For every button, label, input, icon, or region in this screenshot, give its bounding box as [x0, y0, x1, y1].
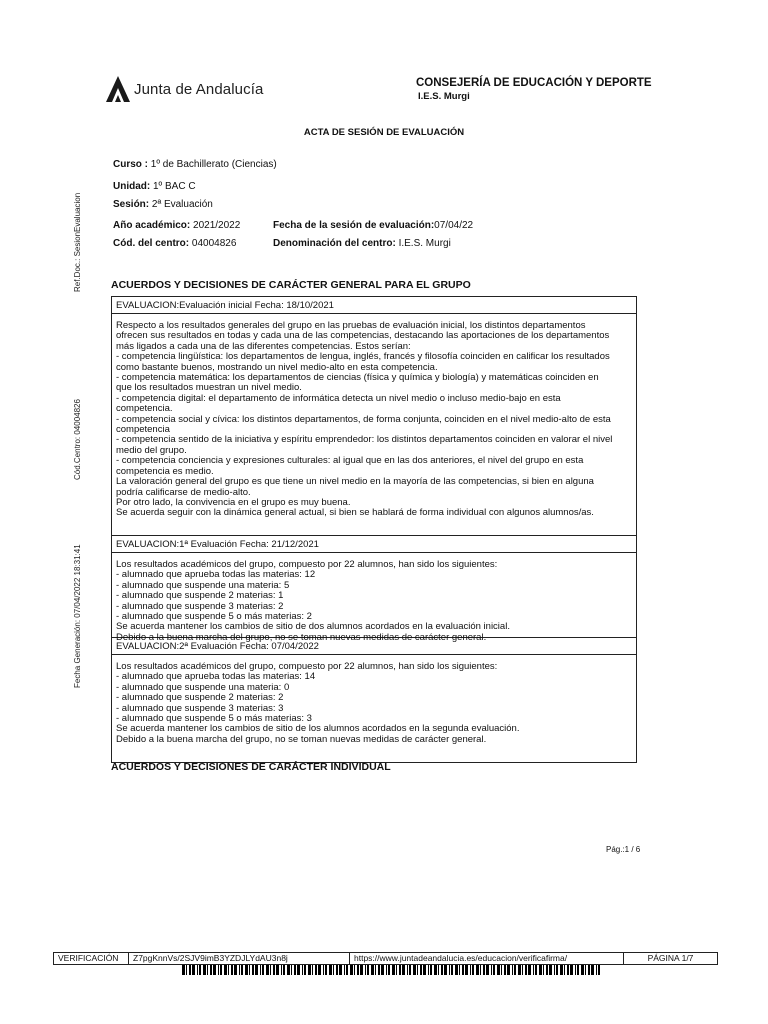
- fecha-sesion-label: Fecha de la sesión de evaluación:: [273, 220, 435, 231]
- evaluacion-line: Los resultados académicos del grupo, compuesto por 22 alumnos, han sido los siguientes:: [116, 560, 498, 570]
- evaluacion-line: medio del grupo.: [116, 445, 187, 456]
- page-title: ACTA DE SESIÓN DE EVALUACIÓN: [303, 127, 465, 138]
- logo-text: Junta de Andalucía: [134, 80, 264, 98]
- unidad-value: 1º BAC C: [153, 181, 196, 192]
- evaluacion-header: EVALUACION:2ª Evaluación Fecha: 07/04/2022: [112, 638, 636, 655]
- side-cod-centro: Cód.Centro: 04004826: [73, 399, 82, 480]
- verificacion-url[interactable]: https://www.juntadeandalucia.es/educacion/verificafirma/: [350, 953, 624, 965]
- evaluacion-line: competencia es medio.: [116, 466, 214, 477]
- evaluacion-line: Se acuerda seguir con la dinámica general actual, si bien se hablará de forma individual con algunos alumnos/as.: [116, 508, 594, 519]
- evaluacion-line: Los resultados académicos del grupo, compuesto por 22 alumnos, han sido los siguientes:: [116, 662, 498, 672]
- denominacion-field: [273, 238, 451, 249]
- evaluacion-line: Respecto a los resultados generales del grupo en las pruebas de evaluación inicial, los distintos departamentos: [116, 321, 586, 331]
- curso-field: [113, 159, 277, 170]
- evaluacion-line: - competencia social y cívica: los distintos departamentos, de forma conjunta, coinciden en el nivel medio-alto de esta: [116, 414, 611, 425]
- fecha-sesion-value: 07/04/22: [434, 220, 474, 231]
- evaluacion-line: podría calificarse de medio-alto.: [116, 487, 251, 498]
- cod-centro-value: 04004826: [191, 238, 237, 249]
- evaluacion-line: - alumnado que suspende una materia: 0: [116, 682, 290, 693]
- verificacion-pagina: PÁGINA 1/7: [624, 953, 718, 965]
- junta-andalucia-logo-icon: [106, 76, 130, 102]
- anio-value: 2021/2022: [193, 220, 241, 231]
- side-ref-doc: Ref.Doc.: SesionEvaluacion: [73, 192, 82, 292]
- evaluacion-line: Se acuerda mantener los cambios de sitio de dos alumnos acordados en la evaluación inicial.: [116, 622, 510, 633]
- evaluacion-line: - alumnado que suspende 3 materias: 3: [116, 703, 284, 714]
- fecha-sesion-field: [273, 220, 473, 231]
- denominacion-label: Denominación del centro:: [273, 238, 396, 249]
- section-individual-title: ACUERDOS Y DECISIONES DE CARÁCTER INDIVIDUAL: [111, 761, 391, 773]
- unidad-field: [113, 181, 196, 192]
- evaluacion-line: - alumnado que suspende 2 materias: 2: [116, 693, 284, 704]
- evaluacion-line: más ligados a cada una de las diferentes competencias. Estos serían:: [116, 341, 411, 352]
- section-general-title: ACUERDOS Y DECISIONES DE CARÁCTER GENERAL PARA EL GRUPO: [111, 279, 471, 291]
- consejeria-title: CONSEJERÍA DE EDUCACIÓN Y DEPORTE: [416, 77, 652, 89]
- evaluacion-line: como bastante buenos, mostrando un nivel medio-alto en esta competencia.: [116, 362, 438, 373]
- evaluacion-block: [112, 535, 636, 643]
- evaluacion-line: Se acuerda mantener los cambios de sitio de los alumnos acordados en la segunda evaluación.: [116, 724, 520, 735]
- unidad-label: Unidad:: [113, 181, 151, 192]
- sesion-value: 2ª Evaluación: [151, 199, 213, 210]
- evaluacion-line: Debido a la buena marcha del grupo, no se toman nuevas medidas de carácter general.: [116, 632, 487, 643]
- evaluacion-block: [112, 637, 636, 746]
- evaluacion-body: [112, 314, 636, 535]
- evaluacion-line: La valoración general del grupo es que tiene un nivel medio en la mayoría de las competencias, si bien en alguna: [116, 477, 594, 488]
- evaluacion-line: - alumnado que aprueba todas las materias: 12: [116, 570, 316, 581]
- evaluacion-line: Debido a la buena marcha del grupo, no se toman nuevas medidas de carácter general.: [116, 734, 487, 745]
- evaluacion-line: - competencia matemática: los departamentos de ciencias (física y química y biología) y matemáticas coinciden en: [116, 373, 599, 384]
- evaluacion-header: EVALUACION:1ª Evaluación Fecha: 21/12/2021: [112, 536, 636, 553]
- verification-table: [53, 952, 718, 965]
- evaluacion-line: competencia.: [116, 404, 173, 415]
- evaluacion-line: competencia: [116, 425, 170, 436]
- evaluacion-line: - alumnado que suspende 5 o más materias: 3: [116, 714, 312, 725]
- sesion-field: [113, 199, 213, 210]
- evaluacion-line: - competencia sentido de la iniciativa y espíritu emprendedor: los distintos departamentos coinciden en valorar el nivel: [116, 435, 613, 446]
- evaluacion-line: ofrecen sus resultados en todas y cada una de las competencias, destacando las aportaciones de los departamentos: [116, 331, 610, 342]
- evaluacion-body: [112, 553, 636, 643]
- cod-centro-field: [113, 238, 236, 249]
- evaluacion-line: - competencia digital: el departamento de informática detecta un nivel medio o incluso medio-bajo en esta: [116, 393, 561, 404]
- evaluacion-line: - alumnado que suspende 5 o más materias: 2: [116, 612, 312, 623]
- evaluacion-header: EVALUACION:Evaluación inicial Fecha: 18/10/2021: [112, 297, 636, 314]
- centro-name: I.E.S. Murgi: [418, 91, 470, 102]
- anio-field: [113, 220, 240, 231]
- side-fecha-generacion: Fecha Generación: 07/04/2022 18:31:41: [73, 544, 82, 688]
- evaluacion-line: que los resultados muestran un nivel medio.: [116, 383, 302, 394]
- verificacion-code: Z7pgKnnVs/2SJV9imB3YZDJLYdAU3n8j: [129, 953, 350, 965]
- barcode-icon: [182, 965, 602, 975]
- page-number: Pág.:1 / 6: [606, 845, 641, 854]
- sesion-label: Sesión:: [113, 199, 150, 210]
- evaluacion-line: Por otro lado, la convivencia en el grupo es muy buena.: [116, 497, 351, 508]
- denominacion-value: I.E.S. Murgi: [398, 238, 451, 249]
- junta-logo: [106, 76, 263, 102]
- cod-centro-label: Cód. del centro:: [113, 238, 190, 249]
- evaluacion-body: [112, 655, 636, 746]
- evaluacion-line: - alumnado que suspende 3 materias: 2: [116, 601, 284, 612]
- curso-label: Curso :: [113, 159, 148, 170]
- evaluaciones-box: [111, 296, 637, 763]
- evaluacion-line: - competencia conciencia y expresiones culturales: al igual que en las dos anteriores, el nivel del grupo en esta: [116, 456, 584, 467]
- evaluacion-block: [112, 297, 636, 535]
- curso-value: 1º de Bachillerato (Ciencias): [150, 159, 277, 170]
- evaluacion-line: - competencia lingüística: los departamentos de lengua, inglés, francés y filosofía coinciden en calificar los resultados: [116, 352, 610, 363]
- anio-label: Año académico:: [113, 220, 191, 231]
- evaluacion-line: - alumnado que suspende una materia: 5: [116, 580, 290, 591]
- verificacion-label: VERIFICACIÓN: [54, 953, 129, 965]
- evaluacion-line: - alumnado que suspende 2 materias: 1: [116, 591, 284, 602]
- evaluacion-line: - alumnado que aprueba todas las materias: 14: [116, 672, 316, 683]
